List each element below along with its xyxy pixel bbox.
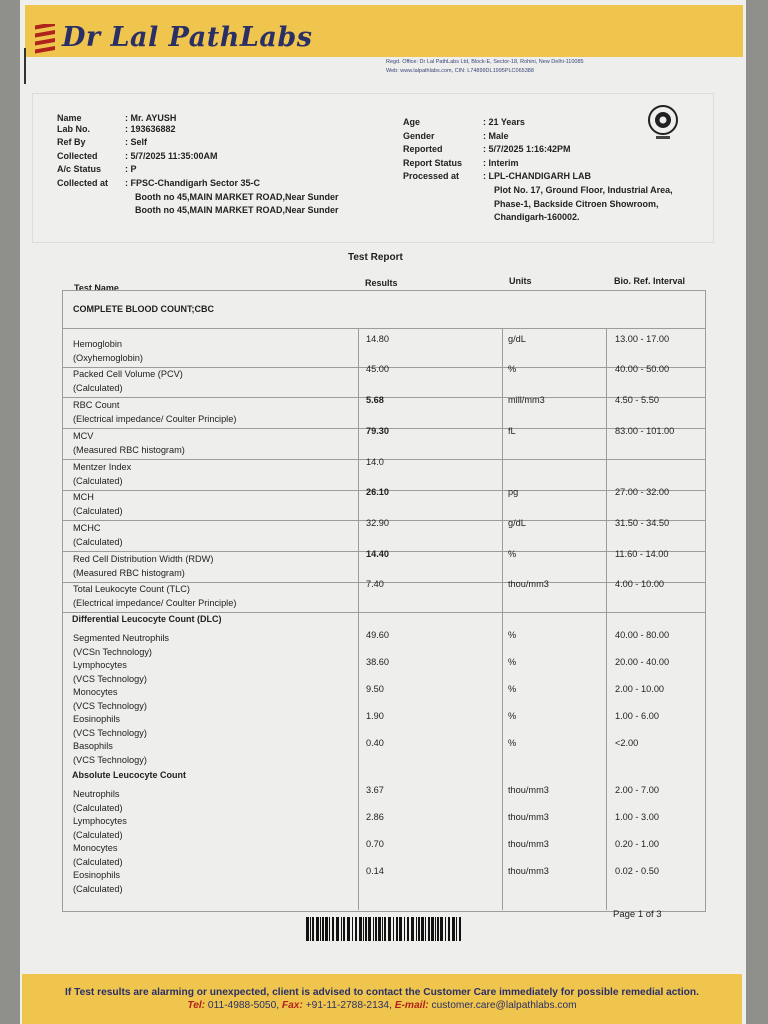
test-name bbox=[73, 399, 236, 426]
barcode-bar bbox=[418, 917, 420, 941]
ref-interval: 0.02 - 0.50 bbox=[615, 866, 659, 876]
collected-at: : FPSC-Chandigarh Sector 35-C bbox=[125, 177, 261, 188]
unit-value: thou/mm3 bbox=[508, 812, 549, 822]
barcode-bar bbox=[404, 917, 405, 941]
barcode-bar bbox=[359, 917, 362, 941]
result-value: 2.86 bbox=[366, 812, 384, 822]
test-label: Neutrophils bbox=[73, 789, 120, 799]
lab-address-2: Phase-1, Backside Citroen Showroom, bbox=[494, 198, 659, 209]
unit-value: thou/mm3 bbox=[508, 579, 549, 589]
barcode-bar bbox=[368, 917, 371, 941]
test-name bbox=[73, 686, 147, 713]
col-divider bbox=[606, 328, 607, 910]
test-method: (Electrical impedance/ Coulter Principle) bbox=[73, 597, 237, 608]
barcode-bar bbox=[456, 917, 457, 941]
ref-interval: 0.20 - 1.00 bbox=[615, 839, 659, 849]
test-method: (Calculated) bbox=[73, 802, 123, 813]
barcode-bar bbox=[382, 917, 383, 941]
test-method: (Electrical impedance/ Coulter Principle) bbox=[73, 413, 237, 424]
result-value: 3.67 bbox=[366, 785, 384, 795]
section-title: COMPLETE BLOOD COUNT;CBC bbox=[73, 304, 214, 314]
test-method: (VCS Technology) bbox=[73, 754, 147, 765]
tel-label: Tel: bbox=[187, 1000, 206, 1011]
test-name bbox=[73, 368, 183, 395]
ref-interval: 40.00 - 50.00 bbox=[615, 364, 670, 374]
test-label: Segmented Neutrophils bbox=[73, 633, 170, 643]
unit-value: g/dL bbox=[508, 518, 526, 528]
barcode-bar bbox=[352, 917, 353, 941]
alc-title: Absolute Leucocyte Count bbox=[72, 770, 187, 780]
barcode-bar bbox=[452, 917, 455, 941]
test-label: Basophils bbox=[73, 741, 113, 751]
barcode-bar bbox=[329, 917, 330, 941]
unit-value: % bbox=[508, 684, 517, 694]
barcode-icon bbox=[306, 917, 462, 941]
col-units: Units bbox=[509, 276, 532, 286]
fax-value: +91-11-2788-2134, bbox=[302, 1000, 395, 1011]
reported-date: : 5/7/2025 1:16:42PM bbox=[483, 144, 571, 155]
dlc-title: Differential Leucocyte Count (DLC) bbox=[72, 614, 222, 624]
ac-status: : P bbox=[125, 164, 137, 175]
test-name bbox=[73, 522, 123, 549]
test-method: (Calculated) bbox=[73, 475, 123, 486]
ref-interval: 2.00 - 10.00 bbox=[615, 684, 665, 694]
unit-value: thou/mm3 bbox=[508, 866, 549, 876]
email-label: E-mail: bbox=[394, 1000, 429, 1011]
footer-contact bbox=[22, 1000, 742, 1011]
test-label: Lymphocytes bbox=[73, 816, 127, 826]
result-value: 0.40 bbox=[366, 738, 384, 748]
ref-interval: 20.00 - 40.00 bbox=[615, 657, 670, 667]
result-value: 26.10 bbox=[366, 487, 389, 497]
lab-number: : 193636882 bbox=[125, 123, 176, 134]
barcode-bar bbox=[440, 917, 443, 941]
test-name bbox=[73, 740, 147, 767]
unit-value: % bbox=[508, 630, 517, 640]
page-number: Page 1 of 3 bbox=[613, 909, 662, 920]
ac-status-label: A/c Status bbox=[57, 164, 102, 175]
gender: : Male bbox=[483, 130, 509, 141]
result-value: 9.50 bbox=[366, 684, 384, 694]
collected-label: Collected bbox=[57, 150, 98, 161]
ref-interval: 4.00 - 10.00 bbox=[615, 579, 665, 589]
test-name bbox=[73, 583, 236, 610]
patient-right-block bbox=[403, 116, 673, 225]
test-label: Monocytes bbox=[73, 687, 118, 697]
col-divider bbox=[502, 328, 503, 910]
regd-office-line: Regd. Office: Dr Lal PathLabs Ltd, Block-E, Sector-18, Rohini, New Delhi-110085 bbox=[386, 59, 584, 65]
processed-at: : LPL-CHANDIGARH LAB bbox=[483, 171, 591, 182]
barcode-bar bbox=[325, 917, 328, 941]
test-name bbox=[73, 491, 123, 518]
result-value: 7.40 bbox=[366, 579, 384, 589]
test-method: (Calculated) bbox=[73, 382, 123, 393]
age: : 21 Years bbox=[483, 117, 525, 127]
barcode-bar bbox=[363, 917, 364, 941]
test-name bbox=[73, 815, 127, 842]
test-name bbox=[73, 713, 147, 740]
gender-label: Gender bbox=[403, 130, 435, 141]
ref-interval: 1.00 - 3.00 bbox=[615, 812, 659, 822]
collection-address-1: Booth no 45,MAIN MARKET ROAD,Near Sunder bbox=[135, 191, 339, 202]
col-results: Results bbox=[365, 278, 398, 288]
barcode-bar bbox=[407, 917, 409, 941]
barcode-bar bbox=[375, 917, 377, 941]
test-label: MCV bbox=[73, 431, 94, 441]
ref-interval: 83.00 - 101.00 bbox=[615, 426, 675, 436]
ref-interval: 2.00 - 7.00 bbox=[615, 785, 659, 795]
ref-interval: 1.00 - 6.00 bbox=[615, 711, 659, 721]
test-label: Eosinophils bbox=[73, 714, 120, 724]
col-divider bbox=[358, 328, 359, 910]
test-name bbox=[73, 788, 123, 815]
test-method: (Measured RBC histogram) bbox=[73, 567, 185, 578]
test-method: (VCSn Technology) bbox=[73, 646, 152, 657]
ref-interval: 31.50 - 34.50 bbox=[615, 518, 670, 528]
test-method: (VCS Technology) bbox=[73, 727, 147, 738]
test-label: MCH bbox=[73, 492, 94, 502]
barcode-bar bbox=[411, 917, 414, 941]
barcode-bar bbox=[312, 917, 314, 941]
result-value: 45.00 bbox=[366, 364, 389, 374]
barcode-bar bbox=[332, 917, 334, 941]
test-label: Hemoglobin bbox=[73, 339, 123, 349]
barcode-bar bbox=[341, 917, 342, 941]
processed-at-label: Processed at bbox=[403, 171, 460, 182]
barcode-bar bbox=[355, 917, 357, 941]
unit-value: mill/mm3 bbox=[508, 395, 545, 405]
result-value: 0.14 bbox=[366, 866, 384, 876]
unit-value: fL bbox=[508, 426, 516, 436]
age-label: Age bbox=[403, 117, 421, 127]
barcode-bar bbox=[322, 917, 324, 941]
barcode-bar bbox=[384, 917, 386, 941]
regd-office bbox=[386, 57, 584, 77]
footer-advisory: If Test results are alarming or unexpected, client is advised to contact the Customer Care immediately for possible remedial action. bbox=[65, 987, 699, 998]
unit-value: % bbox=[508, 711, 517, 721]
ref-by: : Self bbox=[125, 137, 148, 148]
report-status: : Interim bbox=[483, 157, 519, 168]
col-test-name: Test Name bbox=[74, 283, 119, 293]
test-name bbox=[73, 461, 131, 488]
result-value: 0.70 bbox=[366, 839, 384, 849]
barcode-bar bbox=[378, 917, 381, 941]
unit-value: g/dL bbox=[508, 334, 526, 344]
barcode-bar bbox=[310, 917, 311, 941]
result-value: 14.40 bbox=[366, 549, 389, 559]
footer-band bbox=[22, 974, 742, 1024]
barcode-bar bbox=[435, 917, 436, 941]
test-label: Packed Cell Volume (PCV) bbox=[73, 369, 183, 379]
test-label: Eosinophils bbox=[73, 870, 120, 880]
accreditation-seal-icon bbox=[647, 104, 679, 142]
barcode-bar bbox=[320, 917, 321, 941]
ref-interval: 4.50 - 5.50 bbox=[615, 395, 659, 405]
result-value: 49.60 bbox=[366, 630, 389, 640]
collection-address-2: Booth no 45,MAIN MARKET ROAD,Near Sunder bbox=[135, 205, 339, 216]
barcode-bar bbox=[343, 917, 345, 941]
row-divider bbox=[62, 328, 705, 329]
barcode-bar bbox=[425, 917, 426, 941]
test-method: (VCS Technology) bbox=[73, 673, 147, 684]
unit-value: thou/mm3 bbox=[508, 839, 549, 849]
labno-label: Lab No. bbox=[57, 123, 90, 134]
result-value: 1.90 bbox=[366, 711, 384, 721]
barcode-bar bbox=[396, 917, 398, 941]
report-title: Test Report bbox=[348, 252, 403, 263]
fax-label: Fax: bbox=[281, 1000, 303, 1011]
result-value: 38.60 bbox=[366, 657, 389, 667]
barcode-bar bbox=[399, 917, 402, 941]
result-value: 14.80 bbox=[366, 334, 389, 344]
email-value: customer.care@lalpathlabs.com bbox=[428, 1000, 577, 1011]
pen-mark bbox=[24, 48, 26, 84]
test-name bbox=[73, 338, 143, 365]
test-label: Lymphocytes bbox=[73, 660, 127, 670]
unit-value: % bbox=[508, 657, 517, 667]
web-cin-line: Web: www.lalpathlabs.com, CIN: L74899DL1995PLC065388 bbox=[386, 68, 534, 74]
barcode-bar bbox=[437, 917, 439, 941]
barcode-bar bbox=[431, 917, 434, 941]
lab-address-1: Plot No. 17, Ground Floor, Industrial Area, bbox=[494, 184, 673, 195]
ref-interval: 27.00 - 32.00 bbox=[615, 487, 670, 497]
unit-value: pg bbox=[508, 487, 519, 497]
brand-logo-text: Dr Lal PathLabs bbox=[62, 22, 313, 53]
test-method: (Calculated) bbox=[73, 829, 123, 840]
test-name bbox=[73, 430, 185, 457]
ref-interval: 11.60 - 14.00 bbox=[615, 549, 669, 559]
ref-interval: 40.00 - 80.00 bbox=[615, 630, 670, 640]
barcode-bar bbox=[365, 917, 367, 941]
test-label: Monocytes bbox=[73, 843, 118, 853]
barcode-bar bbox=[428, 917, 430, 941]
test-name bbox=[73, 632, 169, 659]
test-name bbox=[73, 869, 123, 896]
test-method: (VCS Technology) bbox=[73, 700, 147, 711]
test-name bbox=[73, 659, 147, 686]
test-method: (Calculated) bbox=[73, 856, 123, 867]
result-value: 5.68 bbox=[366, 395, 384, 405]
barcode-bar bbox=[373, 917, 374, 941]
test-label: Red Cell Distribution Width (RDW) bbox=[73, 554, 214, 564]
refby-label: Ref By bbox=[57, 137, 86, 148]
barcode-bar bbox=[306, 917, 309, 941]
test-method: (Oxyhemoglobin) bbox=[73, 352, 143, 363]
row-divider bbox=[62, 612, 705, 613]
barcode-bar bbox=[421, 917, 424, 941]
collected-date: : 5/7/2025 11:35:00AM bbox=[125, 150, 218, 161]
barcode-bar bbox=[388, 917, 391, 941]
ref-interval: <2.00 bbox=[615, 738, 639, 748]
ref-interval: 13.00 - 17.00 bbox=[615, 334, 670, 344]
test-name bbox=[73, 842, 123, 869]
lab-logo-icon bbox=[32, 24, 58, 58]
reported-label: Reported bbox=[403, 144, 443, 155]
name-label: Name bbox=[57, 113, 82, 123]
barcode-bar bbox=[393, 917, 394, 941]
barcode-bar bbox=[336, 917, 339, 941]
unit-value: thou/mm3 bbox=[508, 785, 549, 795]
unit-value: % bbox=[508, 364, 517, 374]
result-value: 79.30 bbox=[366, 426, 389, 436]
result-value: 14.0 bbox=[366, 457, 384, 467]
barcode-bar bbox=[448, 917, 450, 941]
barcode-bar bbox=[459, 917, 461, 941]
collected-at-label: Collected at bbox=[57, 177, 109, 188]
test-method: (Calculated) bbox=[73, 883, 123, 894]
test-label: Mentzer Index bbox=[73, 462, 132, 472]
test-label: MCHC bbox=[73, 523, 101, 533]
lab-address-3: Chandigarh-160002. bbox=[494, 212, 580, 223]
patient-name: : Mr. AYUSH bbox=[125, 113, 177, 123]
test-label: RBC Count bbox=[73, 400, 120, 410]
test-method: (Calculated) bbox=[73, 536, 123, 547]
test-name bbox=[73, 553, 213, 580]
barcode-bar bbox=[316, 917, 319, 941]
test-method: (Calculated) bbox=[73, 505, 123, 516]
barcode-bar bbox=[445, 917, 446, 941]
report-status-label: Report Status bbox=[403, 157, 463, 168]
barcode-bar bbox=[347, 917, 350, 941]
barcode-bar bbox=[416, 917, 417, 941]
test-method: (Measured RBC histogram) bbox=[73, 444, 185, 455]
tel-value: 011-4988-5050, bbox=[205, 1000, 282, 1011]
unit-value: % bbox=[508, 738, 517, 748]
col-ref-interval: Bio. Ref. Interval bbox=[614, 276, 686, 286]
unit-value: % bbox=[508, 549, 517, 559]
test-label: Total Leukocyte Count (TLC) bbox=[73, 584, 190, 594]
patient-left-block bbox=[57, 112, 339, 218]
result-value: 32.90 bbox=[366, 518, 389, 528]
